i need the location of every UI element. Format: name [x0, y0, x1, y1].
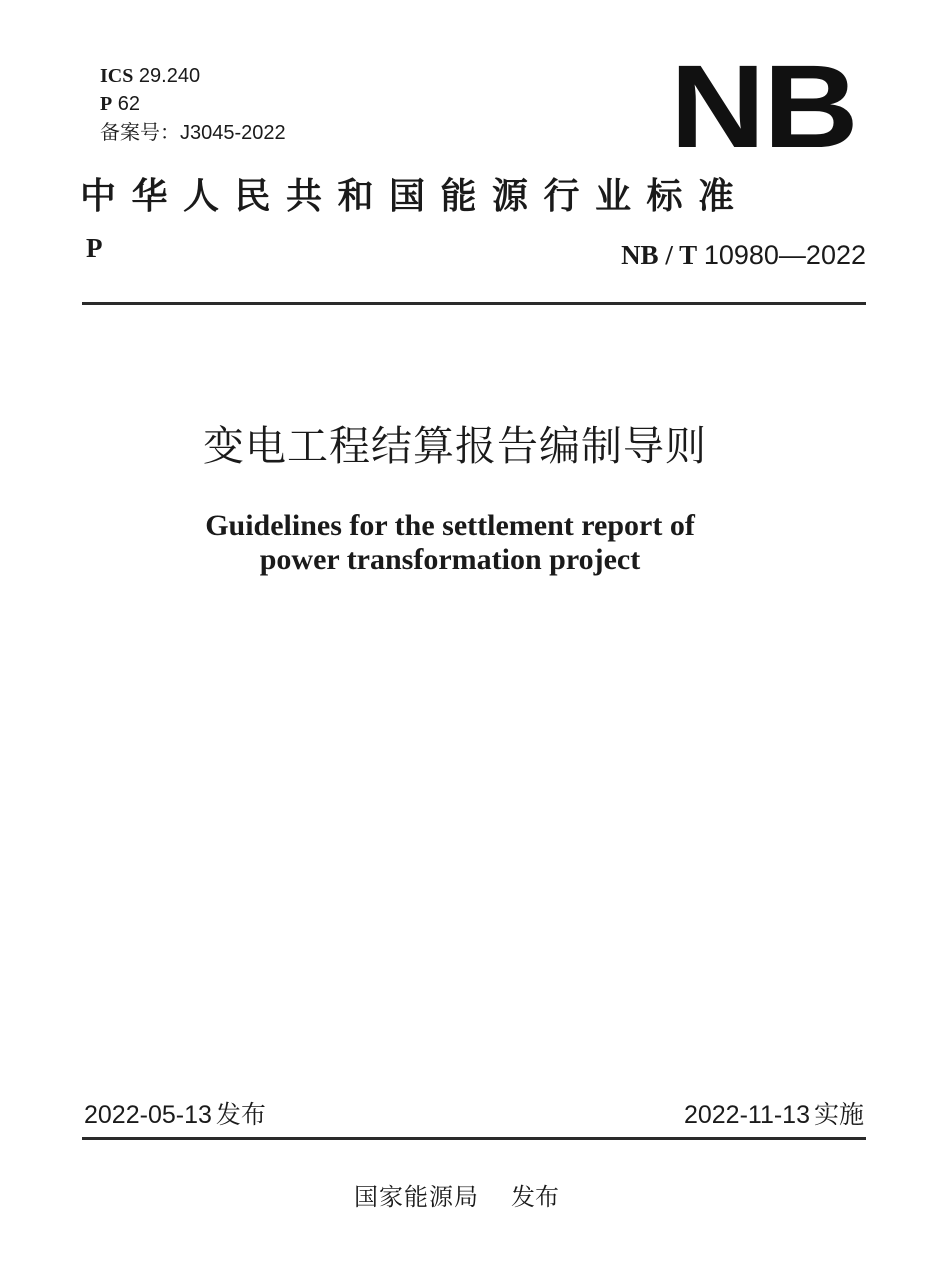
- issue-date: [84, 1098, 266, 1133]
- filing-label: 备案号：: [100, 120, 180, 144]
- ics-code: [100, 64, 200, 88]
- issuer-organization: 国家能源局: [354, 1183, 479, 1211]
- ics-label: ICS: [100, 65, 134, 87]
- implementation-date-value: 2022-11-13: [683, 1101, 810, 1129]
- filing-value: J3045-2022: [180, 122, 286, 144]
- standard-number-prefix: NB / T: [621, 240, 698, 270]
- issue-date-value: 2022-05-13: [84, 1101, 212, 1129]
- document-title-english-line-1: Guidelines for the settlement report of: [205, 509, 695, 542]
- implementation-date-label: 实施: [813, 1100, 864, 1129]
- top-divider: [82, 302, 866, 305]
- ics-value: 29.240: [138, 65, 201, 87]
- issuer: [354, 1180, 559, 1215]
- standard-category-title: 中华人民共和国能源行业标准: [80, 175, 750, 217]
- document-title-chinese: 变电工程结算报告编制导则: [203, 422, 707, 470]
- filing-number: [100, 120, 286, 145]
- nb-logo: NB: [669, 41, 856, 173]
- issuer-action: 发布: [511, 1183, 559, 1211]
- implementation-date: [684, 1098, 864, 1133]
- ccs-code: [100, 92, 140, 116]
- standard-number: [621, 238, 866, 272]
- issue-date-label: 发布: [215, 1100, 266, 1129]
- standard-number-value: 10980—2022: [703, 240, 866, 270]
- ccs-label: P: [100, 93, 113, 115]
- bottom-divider: [82, 1137, 866, 1140]
- category-letter: P: [86, 233, 103, 263]
- ccs-value: 62: [117, 93, 141, 115]
- document-title-english-line-2: power transformation project: [259, 543, 641, 576]
